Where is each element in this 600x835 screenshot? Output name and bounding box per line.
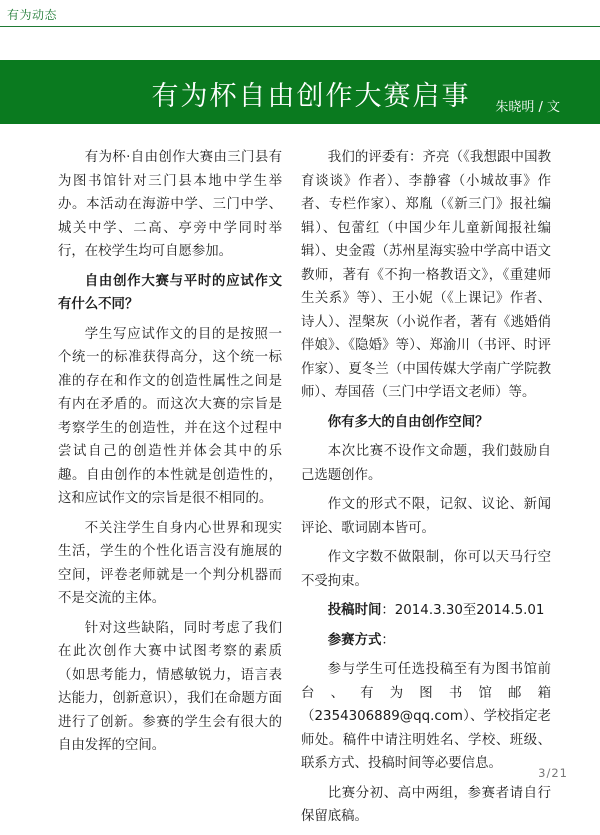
deadline-line — [301, 599, 551, 623]
section-heading-difference: 自由创作大赛与平时的应试作文有什么不同？ — [58, 273, 282, 312]
paragraph-exam-flaws: 不关注学生自身内心世界和现实生活，学生的个性化语言没有施展的空间，评卷老师就是一个判分机器而不是交流的主体。 — [58, 520, 282, 606]
title-banner — [0, 60, 600, 124]
submission-email[interactable]: 2354306889@qq.com — [314, 709, 463, 724]
paragraph-judges: 我们的评委有：齐亮（《我想跟中国教育谈谈》作者）、李静睿（小城故事》作者、专栏作家）、郑胤（《新三门》报社编辑）、包蕾红（中国少年儿童新闻报社编辑）、史金霞（苏州星海实验中学高中语文教师，著有《不拘一格教语文》，《重建师生关系》等）、王小妮（《上课记》作者、诗人）、涅槃灰（小说作者，著有《逃婚俏伴娘》、《隐婚》等）、郑渝川（书评、时评作家）、夏冬兰（中国传媒大学南广学院教师）、寿国蓓（三门中学语文老师）等。 — [301, 150, 551, 400]
paragraph-exam-essay: 学生写应试作文的目的是按照一个统一的标准获得高分，这个统一标准的存在和作文的创造性属性之间是有内在矛盾的。而这次大赛的宗旨是考察学生的创造性，并在这个过程中尝试自己的创造性并体会其中的乐趣。自由创作的本性就是创造性的，这和应试作文的宗旨是很不相同的。 — [58, 326, 282, 506]
paragraph-groups: 比赛分初、高中两组，参赛者请自行保留底稿。 — [301, 785, 551, 824]
deadline-label: 投稿时间 — [327, 603, 382, 618]
section-label: 有为动态 — [7, 8, 58, 22]
paragraph-no-topic: 本次比赛不设作文命题，我们鼓励自己选题创作。 — [301, 444, 551, 483]
method-colon: ： — [381, 632, 395, 648]
deadline-value: ：2014.3.30至2014.5.01 — [381, 603, 545, 618]
submission-text-before: 参与学生可任选投稿至有为图书馆前台、有为图书馆邮箱（ — [301, 662, 551, 724]
page-number: 3/21 — [538, 766, 568, 780]
paragraph-intro: 有为杯·自由创作大赛由三门县有为图书馆针对三门县本地中学生举办。本活动在海游中学、三门中学、城关中学、二高、亭旁中学同时举行，在校学生均可自愿参加。 — [58, 150, 282, 259]
submission-text-after: ）、学校指定老师处。稿件中请注明姓名、学校、班级、联系方式、投稿时间等必要信息。 — [301, 709, 551, 771]
paragraph-submission — [301, 658, 551, 776]
paragraph-innovation: 针对这些缺陷，同时考虑了我们在此次创作大赛中试图考察的素质（如思考能力，情感敏锐力，语言表达能力，创新意识），我们在命题方面进行了创新。参赛的学生会有很大的自由发挥的空间。 — [58, 620, 282, 753]
method-label: 参赛方式 — [327, 632, 382, 648]
right-column — [301, 146, 551, 835]
article-author: 朱晓明 / 文 — [495, 100, 560, 115]
article-title: 有为杯自由创作大赛启事 — [151, 81, 471, 112]
section-heading-freedom: 你有多大的自由创作空间？ — [327, 414, 489, 430]
method-line — [301, 629, 551, 653]
left-column — [58, 146, 282, 764]
paragraph-form: 作文的形式不限，记叙、议论、新闻评论、歌词剧本皆可。 — [301, 497, 551, 536]
paragraph-word-count: 作文字数不做限制，你可以天马行空不受拘束。 — [301, 550, 551, 589]
header-divider — [0, 26, 600, 27]
